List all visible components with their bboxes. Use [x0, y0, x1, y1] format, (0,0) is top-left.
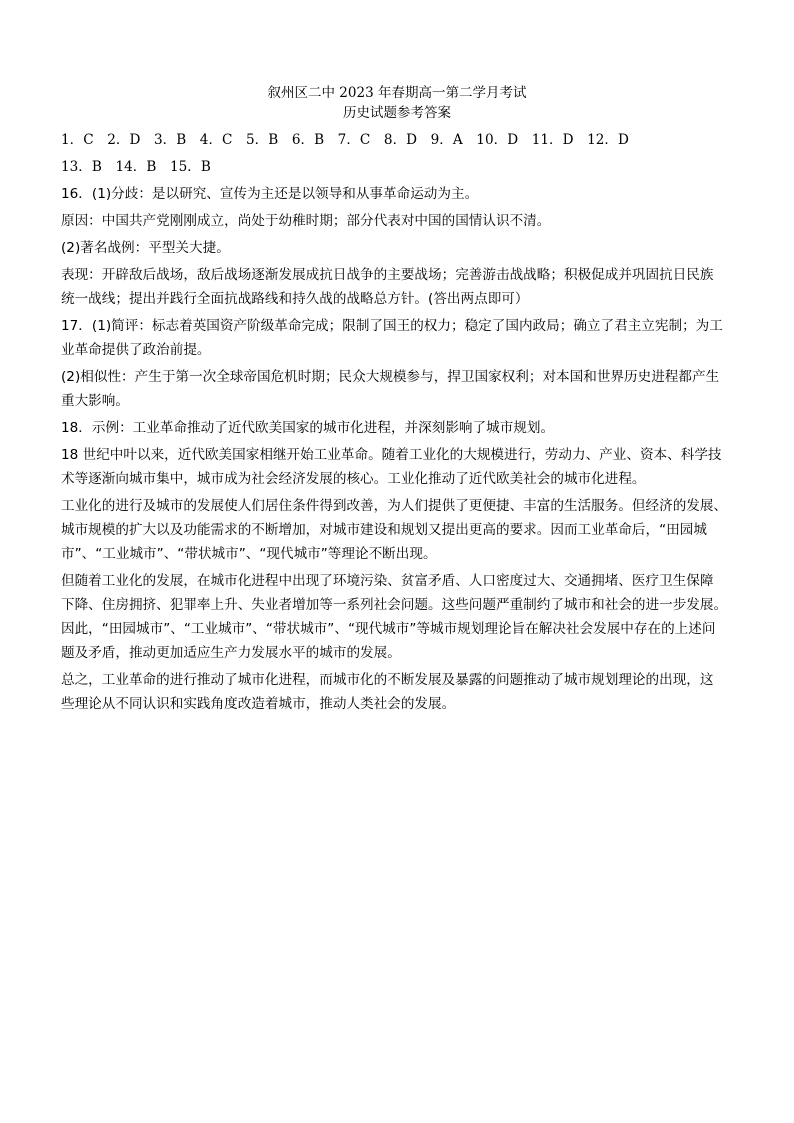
- q16-line-1: 16．(1)分歧：是以研究、宣传为主还是以领导和从事革命运动为主。: [61, 186, 479, 202]
- q17-line-4: 重大影响。: [61, 393, 129, 409]
- exam-title: 叙州区二中 2023 年春期高一第二学月考试: [267, 85, 527, 101]
- q18-p4-line-1: 总之，工业革命的进行推动了城市化进程，而城市化的不断发展及暴露的问题推动了城市规划理论的出现，这: [61, 672, 714, 688]
- q18-p3-line-3: 因此，“田园城市”、“工业城市”、“带状城市”、“现代城市”等城市规划理论旨在解决社会发展中存在的上述问: [61, 621, 716, 637]
- choice-answers-row-1: 1．C 2．D 3．B 4．C 5．B 6．B 7．C 8．D 9．A 10．D 11．D 12．D: [61, 132, 629, 148]
- q18-p2-line-3: 市”、“工业城市”、“带状城市”、“现代城市”等理论不断出现。: [61, 546, 437, 562]
- q16-line-2: 原因：中国共产党刚刚成立，尚处于幼稚时期；部分代表对中国的国情认识不清。: [61, 213, 551, 229]
- q18-p2-line-1: 工业化的进行及城市的发展使人们居住条件得到改善，为人们提供了更便捷、丰富的生活服务。但经济的发展、: [61, 498, 728, 514]
- q18-p2-line-2: 城市规模的扩大以及功能需求的不断增加，对城市建设和规划又提出更高的要求。因而工业革命后，“田园城: [61, 522, 707, 538]
- q18-p1-line-1: 18 世纪中叶以来，近代欧美国家相继开始工业革命。随着工业化的大规模进行，劳动力、产业、资本、科学技: [61, 447, 722, 463]
- q17-line-2: 业革命提供了政治前提。: [61, 342, 211, 358]
- q18-p3-line-1: 但随着工业化的发展，在城市化进程中出现了环境污染、贫富矛盾、人口密度过大、交通拥堵、医疗卫生保障: [61, 573, 714, 589]
- q18-p4-line-2: 些理论从不同认识和实践角度改造着城市，推动人类社会的发展。: [61, 696, 456, 712]
- q17-line-1: 17．(1)简评：标志着英国资产阶级革命完成；限制了国王的权力；稳定了国内政局；确立了君主立宪制；为工: [61, 318, 723, 334]
- q18-p1-line-2: 术等逐渐向城市集中，城市成为社会经济发展的核心。工业化推动了近代欧美社会的城市化进程。: [61, 471, 646, 487]
- q16-line-4: 表现：开辟敌后战场，敌后战场逐渐发展成抗日战争的主要战场；完善游击战战略；积极促成并巩固抗日民族: [61, 267, 714, 283]
- q18-p3-line-4: 题及矛盾，推动更加适应生产力发展水平的城市的发展。: [61, 645, 401, 661]
- answer-content: [61, 128, 741, 716]
- q16-line-5: 统一战线；提出并践行全面抗战路线和持久战的战略总方针。(答出两点即可）: [61, 291, 529, 307]
- answer-key-subtitle: 历史试题参考答案: [343, 105, 451, 121]
- q18-p3-line-2: 下降、住房拥挤、犯罪率上升、失业者增加等一系列社会问题。这些问题严重制约了城市和社会的进一步发展。: [61, 597, 728, 613]
- q17-line-3: (2)相似性：产生于第一次全球帝国危机时期；民众大规模参与，捍卫国家权利；对本国和世界历史进程都产生: [61, 369, 720, 385]
- q18-line-1: 18．示例：工业革命推动了近代欧美国家的城市化进程，并深刻影响了城市规划。: [61, 420, 555, 436]
- q16-line-3: (2)著名战例：平型关大捷。: [61, 240, 230, 256]
- choice-answers-row-2: 13．B 14．B 15．B: [61, 159, 211, 175]
